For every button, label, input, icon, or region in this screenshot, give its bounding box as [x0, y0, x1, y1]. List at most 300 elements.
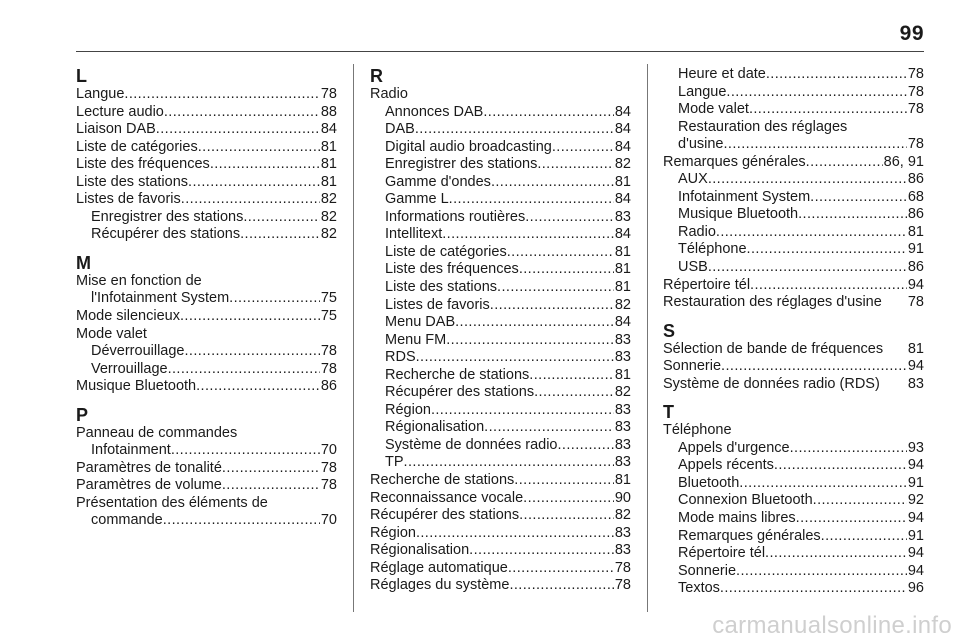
index-entry-page: 90	[614, 489, 631, 506]
dot-leader	[442, 226, 614, 244]
index-entry-label: Enregistrer des stations	[385, 156, 538, 173]
dot-leader	[796, 510, 907, 528]
index-entry-label: l'Infotainment System	[91, 290, 230, 307]
index-entry-label: Mise en fonction de	[76, 272, 202, 289]
index-entry-heading	[76, 425, 337, 443]
index-entry	[663, 528, 924, 546]
index-entry	[76, 308, 337, 326]
dot-leader	[708, 171, 907, 189]
index-entry-label: Téléphone	[678, 241, 747, 258]
index-entry-label: Paramètres de volume	[76, 477, 222, 494]
index-entry	[370, 226, 631, 244]
index-entry-label: Restauration des réglages	[678, 118, 848, 135]
index-entry-page: 94	[907, 358, 924, 375]
index-entry	[76, 104, 337, 122]
dot-leader	[508, 560, 614, 578]
index-entry-page: 92	[907, 492, 924, 509]
dot-leader	[222, 460, 320, 478]
dot-leader	[469, 542, 614, 560]
index-entry-page: 81	[320, 138, 337, 155]
index-entry	[76, 226, 337, 244]
index-entry	[370, 402, 631, 420]
index-entry-page: 83	[614, 401, 631, 418]
dot-leader	[766, 66, 907, 84]
dot-leader	[534, 384, 614, 402]
dot-leader	[491, 174, 614, 192]
index-entry-page: 91	[907, 474, 924, 491]
index-entry-label: Région	[385, 401, 431, 418]
index-entry-label: Liste des stations	[76, 173, 189, 190]
dot-leader	[724, 136, 907, 154]
index-entry	[76, 343, 337, 361]
dot-leader	[798, 206, 907, 224]
index-entry-page: 78	[320, 86, 337, 102]
index-entry-label: Langue	[76, 86, 125, 102]
dot-leader	[523, 490, 614, 508]
index-entry	[663, 475, 924, 493]
dot-leader	[455, 314, 614, 332]
index-entry-page: 91	[907, 527, 924, 544]
index-entry-page: 82	[320, 191, 337, 208]
index-entry-page: 82	[320, 226, 337, 243]
index-entry-heading	[76, 273, 337, 291]
index-entry-label: Régionalisation	[385, 419, 485, 436]
index-entry	[663, 440, 924, 458]
dot-leader	[708, 259, 907, 277]
index-entry-label: Mode mains libres	[678, 510, 796, 527]
index-entry	[370, 577, 631, 595]
index-entry	[663, 358, 924, 376]
index-entry-page: 94	[907, 510, 924, 527]
dot-leader	[490, 297, 614, 315]
index-entry-label: Remarques générales	[678, 527, 821, 544]
index-letter-heading: R	[370, 66, 383, 86]
dot-leader	[519, 507, 614, 525]
index-entry	[370, 472, 631, 490]
index-entry-label: Textos	[678, 580, 720, 597]
index-entry	[76, 442, 337, 460]
index-entry-heading	[76, 495, 337, 513]
index-entry-label: AUX	[678, 171, 708, 188]
dot-leader	[750, 277, 907, 295]
index-entry-label: Récupérer des stations	[91, 226, 241, 243]
index-entry-label: USB	[678, 259, 708, 276]
index-entry	[370, 367, 631, 385]
index-entry-page: 81	[614, 366, 631, 383]
index-entry-heading	[76, 326, 337, 344]
index-entry	[76, 460, 337, 478]
index-entry-page: 82	[320, 208, 337, 225]
index-entry-label: Région	[370, 524, 416, 541]
index-entry-page: 86	[907, 206, 924, 223]
dot-leader	[514, 472, 614, 490]
dot-leader	[124, 86, 319, 104]
index-entry-page: 83	[614, 419, 631, 436]
index-entry-page: 83	[614, 349, 631, 366]
index-entry-page: 84	[614, 121, 631, 138]
index-entry-label: Appels d'urgence	[678, 439, 790, 456]
index-entry-label: DAB	[385, 121, 415, 138]
dot-leader	[404, 454, 614, 472]
index-entry-page: 81	[907, 340, 924, 357]
index-entry-page: 78	[320, 477, 337, 494]
index-entry-page: 70	[320, 512, 337, 529]
dot-leader	[552, 139, 614, 157]
index-entry	[76, 512, 337, 530]
index-entry-page: 68	[907, 188, 924, 205]
index-entry	[370, 174, 631, 192]
dot-leader	[164, 104, 320, 122]
dot-leader	[790, 440, 907, 458]
dot-leader	[181, 191, 320, 209]
index-entry-label: Liste de catégories	[76, 138, 198, 155]
index-entry-page: 81	[614, 261, 631, 278]
index-entry-page: 84	[614, 314, 631, 331]
dot-leader	[519, 261, 614, 279]
index-entry-label: Intellitext	[385, 226, 443, 243]
watermark-footer: carmanualsonline.info	[712, 612, 952, 639]
index-entry-page: 86, 91	[883, 153, 924, 170]
index-entry	[663, 294, 924, 312]
index-entry-label: Panneau de commandes	[76, 424, 238, 441]
index-entry-page: 81	[614, 279, 631, 296]
dot-leader	[716, 224, 907, 242]
dot-leader	[509, 577, 613, 595]
index-entry	[663, 510, 924, 528]
index-entry	[370, 384, 631, 402]
index-entry-page: 94	[907, 276, 924, 293]
index-entry-label: Digital audio broadcasting	[385, 138, 552, 155]
index-entry-label: Gamme d'ondes	[385, 173, 491, 190]
index-entry	[663, 492, 924, 510]
index-entry	[370, 297, 631, 315]
index-entry-page: 84	[614, 103, 631, 120]
index-entry-page: 78	[907, 66, 924, 82]
index-entry	[370, 490, 631, 508]
index-entry-label: Heure et date	[678, 66, 766, 82]
index-entry-heading	[663, 119, 924, 137]
index-entry-page: 82	[614, 156, 631, 173]
index-entry	[76, 86, 337, 104]
index-entry-page: 81	[614, 173, 631, 190]
index-letter-heading: P	[76, 404, 89, 425]
index-entry	[663, 376, 924, 394]
index-letter-heading: S	[663, 320, 676, 341]
dot-leader	[558, 437, 614, 455]
dot-leader	[726, 84, 906, 102]
index-entry	[370, 349, 631, 367]
index-entry	[663, 341, 924, 359]
index-entry-label: Déverrouillage	[91, 343, 185, 360]
dot-leader	[507, 244, 614, 262]
index-entry-page: 81	[320, 156, 337, 173]
index-entry-label: TP	[385, 454, 404, 471]
index-entry-page: 83	[614, 542, 631, 559]
index-entry-label: Listes de favoris	[385, 296, 490, 313]
index-entry-label: Mode silencieux	[76, 308, 180, 325]
index-entry	[370, 156, 631, 174]
dot-leader	[747, 241, 907, 259]
index-entry-page: 93	[907, 439, 924, 456]
index-entry-page: 82	[614, 384, 631, 401]
dot-leader	[739, 475, 907, 493]
dot-leader	[196, 378, 320, 396]
dot-leader	[525, 209, 614, 227]
dot-leader	[821, 528, 907, 546]
dot-leader	[188, 174, 320, 192]
index-entry-page: 96	[907, 580, 924, 597]
index-entry	[370, 507, 631, 525]
index-entry-page: 82	[614, 507, 631, 524]
dot-leader	[180, 308, 320, 326]
index-entry-page: 83	[907, 375, 924, 392]
index-entry-page: 86	[907, 171, 924, 188]
index-entry-page: 81	[320, 173, 337, 190]
index-entry-page: 86	[320, 378, 337, 395]
header-rule	[76, 51, 924, 52]
index-letter-heading: M	[76, 252, 91, 273]
index-entry-page: 84	[320, 121, 337, 138]
index-column-3	[663, 66, 924, 598]
index-entry	[76, 378, 337, 396]
index-entry-heading	[663, 422, 924, 440]
index-entry-label: Musique Bluetooth	[678, 206, 799, 223]
index-entry-label: Liste des fréquences	[385, 261, 519, 278]
index-entry-label: commande	[91, 512, 163, 529]
index-entry-label: RDS	[385, 349, 416, 366]
index-entry-page: 78	[907, 136, 924, 153]
index-entry	[663, 206, 924, 224]
dot-leader	[156, 121, 320, 139]
dot-leader	[185, 343, 320, 361]
index-entry-page: 70	[320, 442, 337, 459]
index-entry	[76, 191, 337, 209]
index-entry	[370, 191, 631, 209]
index-entry	[663, 545, 924, 563]
index-entry-page: 78	[614, 559, 631, 576]
index-entry-label: Mode valet	[678, 101, 749, 118]
index-entry-label: Musique Bluetooth	[76, 378, 197, 395]
index-entry	[76, 139, 337, 157]
index-entry-label: Menu FM	[385, 331, 447, 348]
dot-leader	[765, 545, 907, 563]
dot-leader	[416, 349, 614, 367]
dot-leader	[416, 525, 614, 543]
index-entry-page: 83	[614, 331, 631, 348]
index-entry-page: 94	[907, 562, 924, 579]
index-entry	[370, 419, 631, 437]
index-entry-heading	[370, 86, 631, 104]
index-entry	[76, 121, 337, 139]
dot-leader	[229, 290, 320, 308]
index-entry	[663, 154, 924, 172]
index-entry	[370, 139, 631, 157]
index-entry-page: 83	[614, 208, 631, 225]
index-entry-label: Système de données radio	[385, 436, 558, 453]
column-divider	[353, 64, 354, 612]
index-entry-label: d'usine	[678, 136, 724, 153]
index-entry-label: Menu DAB	[385, 314, 456, 331]
index-entry	[663, 189, 924, 207]
index-entry-label: Radio	[678, 223, 716, 240]
index-entry-label: Sonnerie	[663, 358, 722, 375]
dot-leader	[449, 191, 614, 209]
index-entry-label: Infotainment	[91, 442, 171, 459]
dot-leader	[736, 563, 907, 581]
index-entry-label: Réglage automatique	[370, 559, 508, 576]
index-entry-label: Gamme L	[385, 191, 449, 208]
index-entry	[663, 277, 924, 295]
column-divider	[647, 64, 648, 612]
page-number: 99	[899, 22, 924, 45]
index-entry-label: Répertoire tél	[663, 276, 751, 293]
index-entry	[663, 171, 924, 189]
dot-leader	[198, 139, 320, 157]
index-entry	[663, 136, 924, 154]
index-entry-page: 81	[614, 472, 631, 489]
dot-leader	[431, 402, 614, 420]
dot-leader	[774, 457, 907, 475]
index-entry-page: 83	[614, 436, 631, 453]
index-entry	[663, 241, 924, 259]
index-entry	[663, 224, 924, 242]
index-column-2	[370, 66, 631, 595]
index-entry-label: Restauration des réglages d'usine	[663, 294, 882, 311]
index-entry-label: Répertoire tél	[678, 545, 766, 562]
index-entry-page: 78	[614, 577, 631, 594]
index-entry	[663, 457, 924, 475]
index-entry-page: 78	[320, 360, 337, 377]
index-entry	[76, 209, 337, 227]
dot-leader	[222, 477, 320, 495]
index-entry-label: Remarques générales	[663, 153, 806, 170]
index-entry-page: 78	[907, 83, 924, 100]
dot-leader	[484, 419, 614, 437]
index-entry-page: 81	[614, 243, 631, 260]
index-entry-page: 78	[907, 101, 924, 118]
index-entry	[370, 314, 631, 332]
index-entry-page: 91	[907, 241, 924, 258]
index-entry	[76, 477, 337, 495]
index-entry-label: Régionalisation	[370, 542, 470, 559]
index-entry-label: Mode valet	[76, 325, 147, 342]
index-entry-label: Récupérer des stations	[370, 507, 520, 524]
index-entry	[76, 290, 337, 308]
dot-leader	[240, 226, 320, 244]
index-entry-page: 78	[907, 294, 924, 311]
dot-leader	[243, 209, 320, 227]
index-entry-page: 84	[614, 226, 631, 243]
index-entry	[370, 104, 631, 122]
index-entry	[370, 332, 631, 350]
index-entry-label: Recherche de stations	[370, 472, 515, 489]
index-entry-label: Liste des stations	[385, 279, 498, 296]
dot-leader	[497, 279, 614, 297]
index-entry	[76, 174, 337, 192]
index-entry-label: Annonces DAB	[385, 103, 484, 120]
index-entry-label: Présentation des éléments de	[76, 494, 268, 511]
index-entry	[370, 542, 631, 560]
index-entry	[663, 84, 924, 102]
index-entry-page: 94	[907, 545, 924, 562]
index-entry-label: Liste de catégories	[385, 243, 507, 260]
index-entry-page: 88	[320, 103, 337, 120]
index-entry-page: 84	[614, 138, 631, 155]
dot-leader	[446, 332, 614, 350]
index-entry	[663, 66, 924, 84]
index-entry-label: Reconnaissance vocale	[370, 489, 524, 506]
index-entry-label: Lecture audio	[76, 103, 164, 120]
index-entry	[663, 580, 924, 598]
index-entry-label: Sonnerie	[678, 562, 737, 579]
index-entry	[370, 437, 631, 455]
index-entry-page: 83	[614, 454, 631, 471]
index-entry	[370, 525, 631, 543]
index-entry-label: Liaison DAB	[76, 121, 156, 138]
index-entry	[370, 454, 631, 472]
dot-leader	[415, 121, 614, 139]
index-entry-label: Enregistrer des stations	[91, 208, 244, 225]
index-entry-label: Bluetooth	[678, 474, 740, 491]
index-entry-label: Langue	[678, 83, 727, 100]
index-entry-page: 78	[320, 343, 337, 360]
dot-leader	[721, 358, 907, 376]
index-entry	[76, 156, 337, 174]
index-entry-label: Récupérer des stations	[385, 384, 535, 401]
index-entry-page: 82	[614, 296, 631, 313]
index-column-1	[76, 66, 337, 530]
index-entry	[370, 279, 631, 297]
dot-leader	[171, 442, 320, 460]
index-entry	[370, 209, 631, 227]
dot-leader	[529, 367, 614, 385]
dot-leader	[483, 104, 614, 122]
index-entry-label: Connexion Bluetooth	[678, 492, 813, 509]
dot-leader	[813, 492, 907, 510]
index-entry	[663, 259, 924, 277]
dot-leader	[806, 154, 883, 172]
index-entry-label: Système de données radio (RDS)	[663, 375, 880, 392]
index-entry-label: Réglages du système	[370, 577, 510, 594]
index-entry-page: 86	[907, 259, 924, 276]
dot-leader	[720, 580, 907, 598]
index-entry-page: 81	[907, 223, 924, 240]
index-entry-label: Listes de favoris	[76, 191, 181, 208]
index-entry-label: Recherche de stations	[385, 366, 530, 383]
index-entry-label: Sélection de bande de fréquences	[663, 340, 884, 357]
index-entry	[663, 563, 924, 581]
index-entry-label: Radio	[370, 86, 408, 102]
index-entry-label: Paramètres de tonalité	[76, 459, 222, 476]
index-entry-label: Liste des fréquences	[76, 156, 210, 173]
index-entry-page: 75	[320, 290, 337, 307]
index-entry	[663, 101, 924, 119]
index-entry	[370, 261, 631, 279]
index-entry-page: 84	[614, 191, 631, 208]
index-entry	[370, 244, 631, 262]
index-letter-heading: T	[663, 402, 674, 423]
index-entry-label: Téléphone	[663, 422, 732, 439]
dot-leader	[168, 361, 320, 379]
index-entry-page: 75	[320, 308, 337, 325]
index-letter-heading: L	[76, 66, 87, 86]
index-entry-label: Appels récents	[678, 457, 774, 474]
index-entry-page: 78	[320, 459, 337, 476]
index-entry	[370, 121, 631, 139]
dot-leader	[210, 156, 320, 174]
index-entry-page: 83	[614, 524, 631, 541]
index-entry-label: Informations routières	[385, 208, 526, 225]
